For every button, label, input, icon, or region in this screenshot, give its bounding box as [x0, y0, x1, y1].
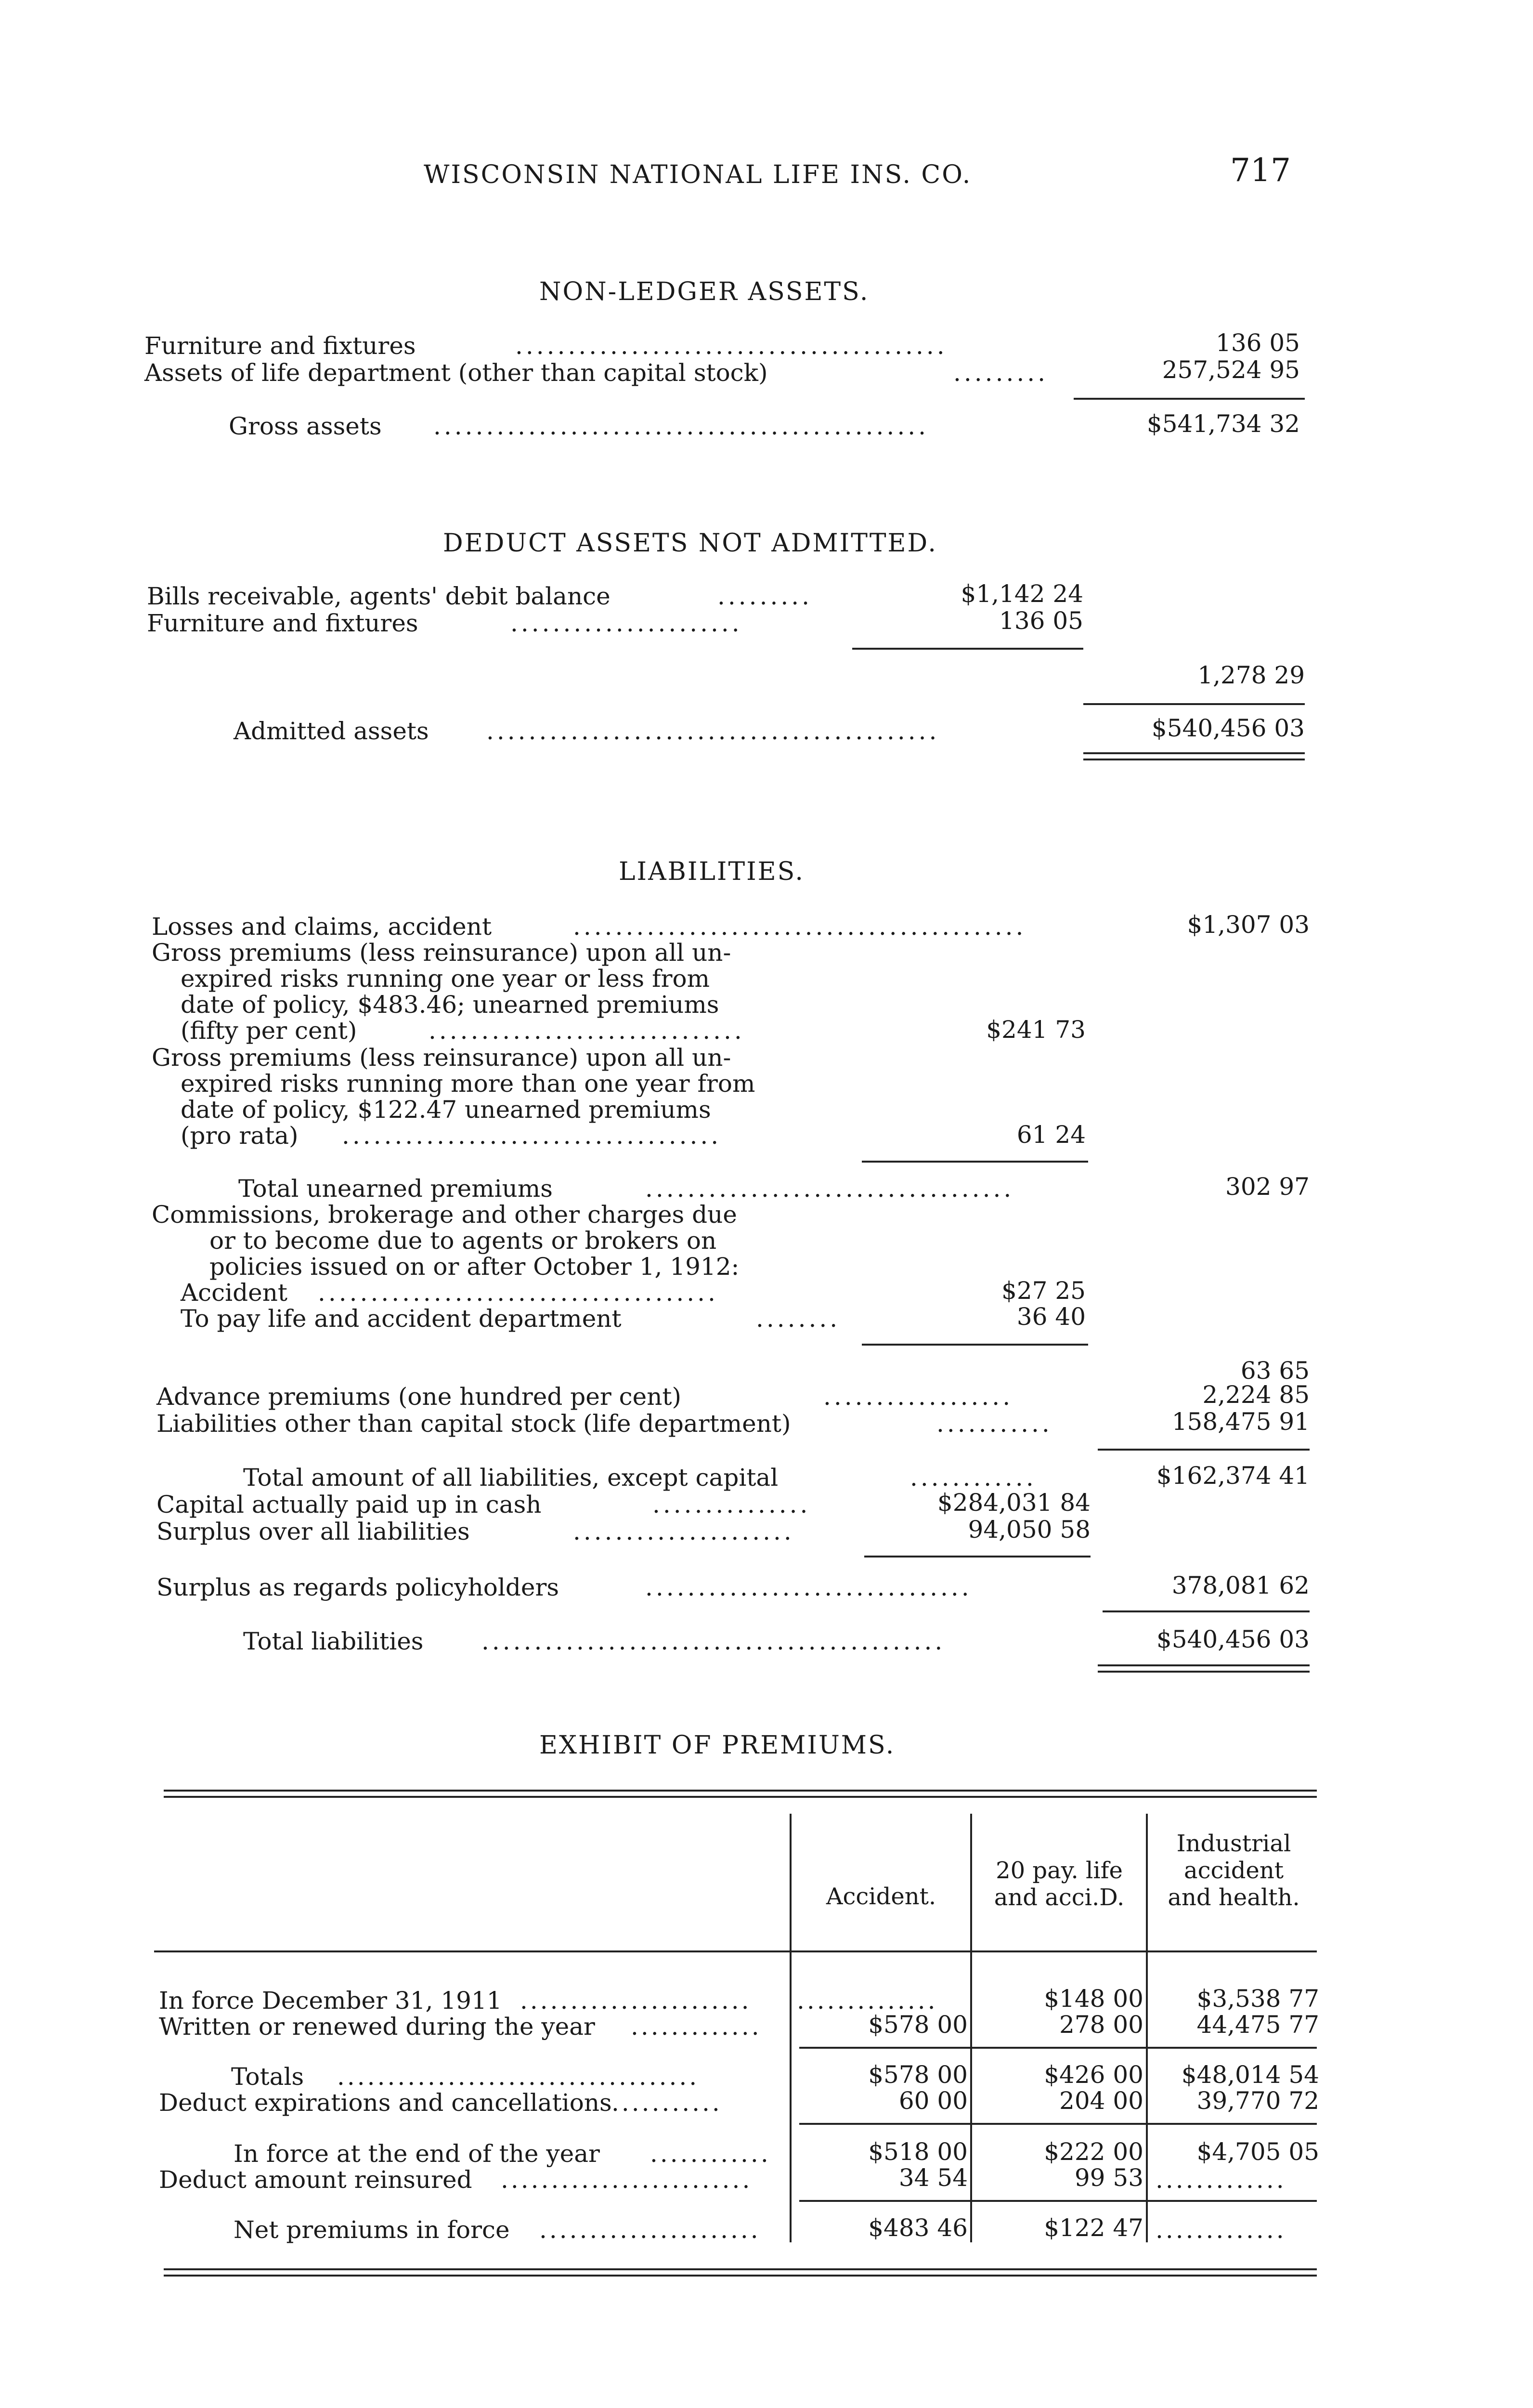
- commission-accident-label: Accident: [181, 1279, 287, 1307]
- non-ledger-furniture-amount: 136 05: [1216, 329, 1300, 357]
- exhibit-row-2-col-1: $426 00: [1044, 2061, 1143, 2089]
- deduct-subtotal: 1,278 29: [1197, 661, 1305, 689]
- non-ledger-heading: NON-LEDGER ASSETS.: [539, 277, 870, 306]
- gp2-dots: ....................................: [342, 1122, 722, 1150]
- commissions-line-1: Commissions, brokerage and other charges due: [152, 1201, 737, 1229]
- exhibit-row-1-col-2: 44,475 77: [1196, 2011, 1319, 2039]
- running-head: WISCONSIN NATIONAL LIFE INS. CO.: [424, 160, 972, 189]
- liabilities-heading: LIABILITIES.: [619, 857, 805, 886]
- exhibit-col-divider-1: [790, 1814, 792, 2242]
- exhibit-row-3-col-1: 204 00: [1059, 2087, 1143, 2115]
- gp1-line-1: Gross premiums (less reinsurance) upon all un-: [152, 939, 731, 967]
- exhibit-row-label-5: Deduct amount reinsured: [159, 2166, 472, 2194]
- advance-premiums-label: Advance premiums (one hundred per cent): [156, 1383, 682, 1411]
- exhibit-row-0-col-1: $148 00: [1044, 1985, 1143, 2013]
- exhibit-col-divider-3: [1146, 1814, 1148, 2242]
- deduct-furniture-dots: ......................: [510, 609, 742, 637]
- exhibit-row-5-col-1: 99 53: [1074, 2164, 1143, 2192]
- other-liabilities-label: Liabilities other than capital stock (life department): [156, 1410, 791, 1438]
- exhibit-row-dots-0: .......................: [520, 1987, 752, 2015]
- deduct-rule: [852, 648, 1083, 650]
- surplus-amount: 94,050 58: [968, 1516, 1091, 1544]
- total-liabilities-label: Total liabilities: [243, 1627, 424, 1655]
- surplus-rule: [864, 1556, 1091, 1557]
- exhibit-row-3-col-0: 60 00: [898, 2087, 968, 2115]
- capital-dots: ...............: [652, 1491, 811, 1518]
- exhibit-row-2-col-0: $578 00: [868, 2061, 968, 2089]
- bills-receivable-dots: .........: [717, 582, 813, 610]
- advance-premiums-dots: ..................: [823, 1383, 1013, 1411]
- capital-label: Capital actually paid up in cash: [156, 1491, 542, 1518]
- commissions-line-2: or to become due to agents or brokers on: [209, 1227, 717, 1255]
- total-all-dots: ............: [910, 1464, 1037, 1492]
- capital-amount: $284,031 84: [937, 1489, 1091, 1517]
- exhibit-row-3-col-2: 39,770 72: [1196, 2087, 1319, 2115]
- admitted-assets-label: Admitted assets: [234, 717, 429, 745]
- other-liabilities-dots: ...........: [936, 1410, 1052, 1438]
- gp1-line-4: (fifty per cent): [181, 1017, 357, 1045]
- surplus-label: Surplus over all liabilities: [156, 1518, 470, 1545]
- gp2-line-3: date of policy, $122.47 unearned premiums: [181, 1096, 711, 1124]
- exhibit-row-6-col-2-dots: .............: [1156, 2216, 1286, 2244]
- gross-assets-dots: ...............................................: [433, 412, 929, 440]
- exhibit-row-dots-2: ....................................: [337, 2063, 700, 2091]
- exhibit-row-4-col-1: $222 00: [1044, 2138, 1143, 2166]
- total-liabilities-double-rule: [1098, 1664, 1310, 1673]
- exhibit-row-2-col-2: $48,014 54: [1181, 2061, 1319, 2089]
- exhibit-sum-rule-1: [799, 2047, 1317, 2049]
- total-unearned-label: Total unearned premiums: [238, 1175, 553, 1203]
- exhibit-row-4-col-0: $518 00: [868, 2138, 968, 2166]
- admitted-assets-amount: $540,456 03: [1151, 714, 1305, 742]
- exhibit-row-dots-3: ...........: [611, 2089, 722, 2117]
- surplus-policyholders-label: Surplus as regards policyholders: [156, 1573, 559, 1601]
- admitted-double-rule: [1083, 752, 1305, 760]
- gp2-line-1: Gross premiums (less reinsurance) upon all un-: [152, 1044, 731, 1072]
- surplus-policyholders-dots: ...............................: [645, 1573, 972, 1601]
- bills-receivable-label: Bills receivable, agents' debit balance: [147, 582, 611, 610]
- non-ledger-life-assets-label: Assets of life department (other than capital stock): [144, 359, 768, 387]
- losses-amount: $1,307 03: [1187, 911, 1310, 939]
- exhibit-row-label-3: Deduct expirations and cancellations: [159, 2089, 612, 2117]
- col-header-accident: Accident.: [826, 1883, 936, 1910]
- non-ledger-life-assets-amount: 257,524 95: [1162, 356, 1300, 384]
- exhibit-row-6-col-0: $483 46: [868, 2214, 968, 2242]
- losses-label: Losses and claims, accident: [152, 913, 492, 941]
- total-unearned-dots: ...................................: [645, 1175, 1014, 1203]
- col-header-20-pay-life: 20 pay. life and acci.D.: [994, 1857, 1125, 1911]
- exhibit-row-label-2: Totals: [231, 2063, 304, 2091]
- gp1-dots: ..............................: [429, 1017, 745, 1045]
- total-all-amount: $162,374 41: [1156, 1462, 1310, 1490]
- exhibit-row-dots-1: .............: [631, 2013, 762, 2041]
- total-liabilities-dots: ............................................: [481, 1627, 946, 1655]
- total-liabilities-amount: $540,456 03: [1156, 1625, 1310, 1653]
- exhibit-bottom-rule: [164, 2268, 1317, 2277]
- exhibit-row-dots-6: ......................: [539, 2216, 761, 2244]
- gp1-line-3: date of policy, $483.46; unearned premiums: [181, 991, 719, 1019]
- deduct-furniture-amount: 136 05: [999, 607, 1083, 635]
- surplus-policyholders-amount: 378,081 62: [1171, 1571, 1310, 1599]
- deduct-furniture-label: Furniture and fixtures: [147, 609, 418, 637]
- to-pay-amount: 36 40: [1016, 1303, 1086, 1331]
- commissions-rule: [862, 1344, 1088, 1346]
- to-pay-dots: ........: [756, 1305, 841, 1333]
- exhibit-top-rule: [164, 1790, 1317, 1798]
- non-ledger-life-assets-dots: .........: [953, 359, 1049, 387]
- gp1-amount: $241 73: [986, 1016, 1086, 1044]
- exhibit-row-label-6: Net premiums in force: [234, 2216, 510, 2244]
- exhibit-row-0-col-2: $3,538 77: [1196, 1985, 1319, 2013]
- exhibit-row-0-col-0-dots: ..............: [797, 1987, 938, 2015]
- exhibit-row-label-4: In force at the end of the year: [234, 2140, 600, 2168]
- gp2-line-4: (pro rata): [181, 1122, 299, 1150]
- non-ledger-rule: [1074, 398, 1305, 400]
- total-unearned-amount: 302 97: [1225, 1173, 1310, 1201]
- deduct-heading: DEDUCT ASSETS NOT ADMITTED.: [443, 529, 937, 558]
- exhibit-header-rule: [154, 1950, 1317, 1952]
- gp1-line-2: expired risks running one year or less from: [181, 965, 710, 993]
- non-ledger-furniture-label: Furniture and fixtures: [144, 332, 416, 360]
- commissions-total: 63 65: [1240, 1357, 1310, 1385]
- surplus-dots: .....................: [573, 1518, 794, 1545]
- admitted-rule: [1083, 703, 1305, 705]
- exhibit-heading: EXHIBIT OF PREMIUMS.: [539, 1731, 896, 1760]
- gp2-amount: 61 24: [1016, 1121, 1086, 1149]
- col-header-industrial: Industrial accident and health.: [1168, 1830, 1300, 1911]
- exhibit-row-label-1: Written or renewed during the year: [159, 2013, 595, 2041]
- admitted-assets-dots: ...........................................: [486, 717, 940, 745]
- exhibit-row-1-col-0: $578 00: [868, 2011, 968, 2039]
- page-number: 717: [1230, 152, 1291, 189]
- gross-assets-amount: $541,734 32: [1146, 410, 1300, 438]
- commission-accident-dots: ......................................: [318, 1279, 718, 1307]
- exhibit-row-5-col-2-dots: .............: [1156, 2166, 1286, 2194]
- to-pay-label: To pay life and accident department: [181, 1305, 622, 1333]
- exhibit-row-6-col-1: $122 47: [1044, 2214, 1143, 2242]
- exhibit-row-label-0: In force December 31, 1911: [159, 1987, 502, 2015]
- bills-receivable-amount: $1,142 24: [961, 580, 1083, 608]
- exhibit-row-5-col-0: 34 54: [898, 2164, 968, 2192]
- commission-accident-amount: $27 25: [1001, 1277, 1086, 1305]
- exhibit-row-1-col-1: 278 00: [1059, 2011, 1143, 2039]
- total-liabilities-rule: [1103, 1610, 1310, 1612]
- exhibit-col-divider-2: [970, 1814, 972, 2242]
- losses-dots: ...........................................: [573, 913, 1026, 941]
- advance-premiums-amount: 2,224 85: [1202, 1381, 1310, 1409]
- total-all-label: Total amount of all liabilities, except capital: [243, 1464, 779, 1492]
- exhibit-row-4-col-2: $4,705 05: [1196, 2138, 1319, 2166]
- exhibit-row-dots-4: ............: [650, 2140, 771, 2168]
- exhibit-sum-rule-2: [799, 2123, 1317, 2125]
- unearned-rule: [862, 1161, 1088, 1163]
- other-liabilities-amount: 158,475 91: [1171, 1408, 1310, 1436]
- other-liabilities-rule: [1098, 1449, 1310, 1451]
- exhibit-row-dots-5: .........................: [501, 2166, 753, 2194]
- gross-assets-label: Gross assets: [229, 412, 382, 440]
- gp2-line-2: expired risks running more than one year from: [181, 1070, 755, 1098]
- exhibit-sum-rule-3: [799, 2200, 1317, 2202]
- non-ledger-furniture-dots: .........................................: [515, 332, 948, 360]
- commissions-line-3: policies issued on or after October 1, 1912:: [209, 1253, 740, 1281]
